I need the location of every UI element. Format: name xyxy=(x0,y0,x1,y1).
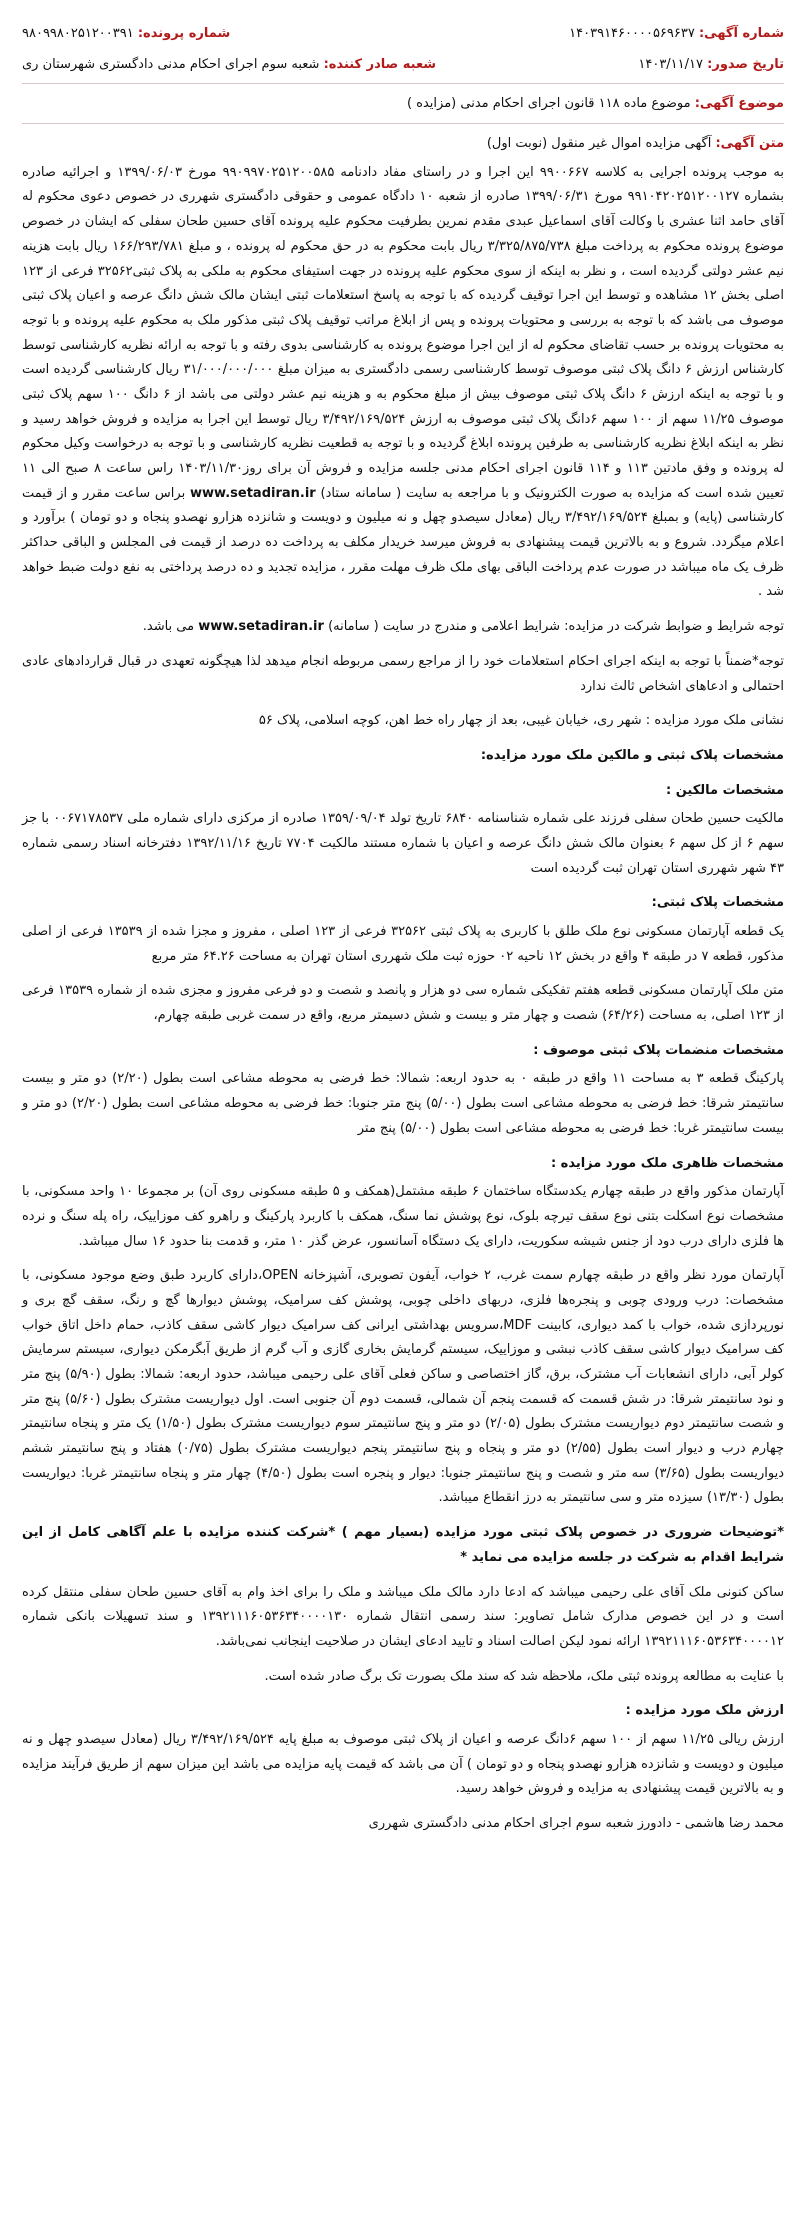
conditions-paragraph xyxy=(22,615,784,640)
case-number-label: شماره پرونده: xyxy=(137,26,231,41)
ad-number-value: ۱۴۰۳۹۱۴۶۰۰۰۰۵۶۹۶۳۷ xyxy=(569,26,695,41)
issuing-branch-label: شعبه صادر کننده: xyxy=(323,56,437,72)
conditions-tail: می باشد. xyxy=(142,619,195,635)
divider xyxy=(22,83,784,84)
header-row-2 xyxy=(22,53,784,78)
subject-label: موضوع آگهی: xyxy=(694,96,784,112)
signature: محمد رضا هاشمی - دادورز شعبه سوم اجرای احکام مدنی دادگستری شهرری xyxy=(368,1816,784,1831)
main-paragraph-tail: براس ساعت مقرر و از قیمت کارشناسی (پایه) و بمبلغ ۳/۴۹۲/۱۶۹/۵۲۴ ریال (معادل سیصدو چهل و نه میلیون و دویست و شانزده هزارو نهصدو پنجاه و دو تومان ) برآورد و اعلام میگردد. شروع و به بالاترین قیمت پیشنهادی به فروش میرسد خریدار مکلف به پرداخت ده درصد از قیمت فی المجلس و الباقی حداکثر ظرف یک ماه میباشد در صورت عدم پرداخت الباقی بهای ملک ظرف مهلت مقرر ، مزایده تجدید و ده درصد پرداختی به نفع دولت ضبط خواهد شد . xyxy=(22,485,784,600)
main-paragraph-text: به موجب پرونده اجرایی به کلاسه ۹۹۰۰۶۶۷ این اجرا و در راستای مفاد دادنامه ۹۹۰۹۹۷۰۲۵۱۲۰۰۵۸۵ مورخ ۱۳۹۹/۰۶/۰۳ و اجرائیه صادره بشماره ۹۹۱۰۴۲۰۲۵۱۲۰۰۱۲۷ مورخ ۱۳۹۹/۰۶/۳۱ صادره از شعبه ۱۰ دادگاه عمومی و حقوقی دادگستری شهرری در خصوص دعوی محکوم له آقای حامد اثنا عشری با وکالت آقای اسماعیل عبدی مقدم نمرین بطرفیت محکوم علیه پرونده آقای حسین طحان سفلی که ایشان در خصوص موضوع پرونده محکوم به پرداخت مبلغ ۳/۳۲۵/۸۷۵/۷۳۸ ریال بابت محکوم به در حق محکوم له پرونده ، و مبلغ ۱۶۶/۲۹۳/۷۸۱ ریال بابت هزینه نیم عشر دولتی گردیده است ، و نظر به اینکه از سوی محکوم علیه پرونده در جهت استیفای محکوم به ملکی به پلاک ثبتی۳۲۵۶۲ فرعی از ۱۲۳ اصلی بخش ۱۲ مشاهده و توسط این اجرا توقیف گردیده که با توجه به پاسخ استعلامات ثبتی ایشان مالک شش دانگ عرصه و اعیان پلاک ثبتی موصوف می باشد که با توجه به بررسی و محتویات پرونده و پس از ابلاغ مراتب توقیف پلاک ثبتی مذکور ملک به محکوم علیه پرونده و با توجه به محتویات پرونده بر حسب تقاضای محکوم له از این اجرا موضوع پرونده به کارشناسی بدوی رفته و با توجه به ارائه نظریه کارشناسی توسط کارشناس ارزش ۶ دانگ پلاک ثبتی موصوف توسط کارشناسی رسمی دادگستری به میزان مبلغ ۳۱/۰۰۰/۰۰۰/۰۰۰ ریال کارشناسی گردیده است و با توجه به اینکه ارزش ۶ دانگ پلاک ثبتی موصوف بیش از مبلغ محکوم به و هزینه نیم عشر دولتی می باشد از ۶ دانگ ۱۰۰ سهم پلاک ثبتی موصوف ۱۱/۲۵ سهم از ۱۰۰ سهم ۶دانگ پلاک ثبتی موصوف به ارزش ۳/۴۹۲/۱۶۹/۵۲۴ ریال توسط این اجرا به مزایده و فروش خواهد رسید و نظر به اینکه ابلاغ نظریه کارشناسی به طرفین پرونده ابلاغ گردیده و با توجه به قطعیت نظریه کارشناسی و با توجه به درخواست وکیل محکوم له پرونده و وفق مادتین ۱۱۳ و ۱۱۴ قانون اجرای احکام مدنی جلسه مزایده و فروش آن برای روز۱۴۰۳/۱۱/۳۰ راس ساعت ۸ صبح الی ۱۱ تعیین شده است که مزایده به صورت الکترونیک و با مراجعه به سایت ( سامانه ستاد) xyxy=(22,164,785,501)
occupant-text: ساکن کنونی ملک آقای علی رحیمی میباشد که ادعا دارد مالک ملک میباشد و ملک را برای اخذ وام به آقای حسین طحان سفلی منتقل کرده است و در این خصوص مدارک شامل تصاویر: سند رسمی انتقال شماره ۱۳۹۲۱۱۱۶۰۵۳۶۳۴۰۰۰۰۱۳۰ و سند تسهیلات بانکی شماره ۱۳۹۲۱۱۱۶۰۵۳۶۳۴۰۰۰۰۱۲ ارائه نمود لیکن اصالت اسناد و تایید ادعای ایشان در صلاحیت اینجانب نمی‌باشد. xyxy=(22,1584,784,1649)
text-title xyxy=(22,132,784,157)
liability-note: توجه*ضمناً با توجه به اینکه اجرای احکام استعلامات خود را از مراجع رسمی مربوطه انجام میدهد لذا هیچگونه تعهدی در قبال قراردادهای عادی احتمالی و ادعاهای اشخاص ثالث ندارد xyxy=(22,653,784,694)
auction-notice xyxy=(8,6,798,1863)
annex-heading: مشخصات منضمات پلاک ثبتی موصوف : xyxy=(533,1042,784,1058)
text-title-label: متن آگهی: xyxy=(715,136,784,152)
registry-owner-heading: مشخصات پلاک ثبتی و مالکین ملک مورد مزایده: xyxy=(480,747,784,763)
owners-heading: مشخصات مالکین : xyxy=(665,782,784,798)
occupant-text-2: با عنایت به مطالعه پرونده ثبتی ملک، ملاحظه شد که سند ملک بصورت تک برگ صادر شده است. xyxy=(264,1668,784,1684)
case-number xyxy=(22,22,230,47)
value-heading: ارزش ملک مورد مزایده : xyxy=(625,1703,784,1719)
setad-site-link[interactable]: www.setadiran.ir xyxy=(190,485,316,501)
ad-number xyxy=(569,22,784,47)
physical-heading: مشخصات ظاهری ملک مورد مزایده : xyxy=(550,1155,784,1171)
issuing-branch-value: شعبه سوم اجرای احکام مدنی دادگستری شهرستان ری xyxy=(22,56,320,72)
subject xyxy=(22,92,784,117)
value-text: ارزش ریالی ۱۱/۲۵ سهم از ۱۰۰ سهم ۶دانگ عرصه و اعیان از پلاک ثبتی موصوف به مبلغ پایه ۳/۴۹۲/۱۶۹/۵۲۴ ریال (معادل سیصدو چهل و نه میلیون و دویست و شانزده هزارو نهصدو پنجاه و دو تومان ) آن می باشد که قیمت پایه مزایده می باشد این میزان سهم از طریق فرآیند مزایده و به بالاترین قیمت پیشنهادی به مزایده و فروش خواهد رسید. xyxy=(22,1731,784,1797)
conditions-text: توجه شرایط و ضوابط شرکت در مزایده: شرایط اعلامی و مندرج در سایت ( سامانه) xyxy=(328,619,784,635)
text-title-value: آگهی مزایده اموال غیر منقول (نوبت اول) xyxy=(486,136,712,152)
setad-site-link-2[interactable]: www.setadiran.ir xyxy=(198,619,324,635)
header-row-1 xyxy=(22,22,784,47)
ad-number-label: شماره آگهی: xyxy=(698,26,784,41)
owners-text: مالکیت حسین طحان سفلی فرزند علی شماره شناسنامه ۶۸۴۰ تاریخ تولد ۱۳۵۹/۰۹/۰۴ صادره از مرکزی دارای شماره ملی ۰۰۶۷۱۷۸۵۳۷ با جز سهم ۶ از کل سهم ۶ بعنوان مالک شش دانگ عرصه و اعیان با شماره مستند مالکیت ۷۷۰۴ تاریخ ۱۳۹۲/۱۱/۱۶ دفترخانه اسناد رسمی شماره ۴۳ شهر شهرری استان تهران ثبت گردیده است xyxy=(22,811,785,876)
issue-date xyxy=(638,53,784,78)
plaque-text-2: متن ملک آپارتمان مسکونی قطعه هفتم تفکیکی شماره سی دو هزار و پانصد و شصت و دو فرعی مفروز و مجزی شده از شماره ۱۳۵۳۹ فرعی از ۱۲۳ اصلی، به مساحت (۶۴/۲۶) شصت و چهار متر و بیست و شش دسیمتر مربع، واقع در سمت غربی طبقه چهارم، xyxy=(22,983,784,1024)
physical-text-2: آپارتمان مورد نظر واقع در طبقه چهارم سمت غرب، ۲ خواب، آیفون تصویری، آشپزخانه OPEN،دارای کاربرد طبق وضع موجود مسکونی، با مشخصات: درب ورودی چوبی و پنجره‌ها فلزی، دربهای داخلی چوبی، پوشش کف سرامیک، پوشش دیوارها گچ و رنگ، سقف گچ بری و نورپردازی شده، خواب با کمد دیواری، کابینت MDF،سرویس بهداشتی ایرانی کف سرامیک دیوار کاشی سقف کاذب، حمام داخل اتاق خواب کف سرامیک دیوار کاشی سقف کاذب نبشی و موزاییک، سیستم گرمایش بخاری گازی و آب گرم از طریق آبگرمکن دیواری، سیستم سرمایش کولر آبی، دارای انشعابات آب مشترک، برق، گاز اختصاصی و ساکن فعلی آقای علی رحیمی میباشد، حدود اربعه: شمالا: بطول (۵/۹۰) پنج متر و نود سانتیمتر شرقا: در شش قسمت که قسمت پنجم آن شمالی، قسمت دوم آن جنوبی است. اول دیواریست مشترک بطول (۵/۶۰) پنج متر و شصت سانتیمتر دوم دیواریست مشترک بطول (۲/۰۵) دو متر و پنج سانتیمتر سوم دیواریست مشترک بطول (۱/۵۰) یک متر و پنجاه سانتیمتر چهارم درب و دیوار است بطول (۲/۵۵) دو متر و پنجاه و پنج سانتیمتر پنجم دیواریست مشترک بطول (۰/۷۵) هفتاد و پنج سانتیمتر ششم دیواریست بطول (۳/۶۵) سه متر و شصت و پنج سانتیمتر جنوبا: دیوار و پنجره است بطول (۴/۵۰) چهار متر و پنجاه سانتیمتر غربا: دیواریست بطول (۱۳/۳۰) سیزده متر و سی سانتیمتر به درز انقطاع میباشد. xyxy=(22,1268,785,1506)
important-note: *توضیحات ضروری در خصوص پلاک ثبتی مورد مزایده (بسیار مهم ) *شرکت کننده مزایده با علم آگاهی کامل از این شرایط اقدام به شرکت در جلسه مزایده می نماید * xyxy=(22,1525,784,1565)
divider xyxy=(22,123,784,124)
issuing-branch xyxy=(22,53,436,78)
main-paragraph xyxy=(22,161,784,605)
annex-text: پارکینگ قطعه ۳ به مساحت ۱۱ واقع در طبقه ۰ به حدود اربعه: شمالا: خط فرضی به محوطه مشاعی است بطول (۲/۲۰) دو متر و بیست سانتیمتر شرقا: خط فرضی به محوطه مشاعی است بطول (۵/۰۰) پنج متر جنوبا: خط فرضی به محوطه مشاعی است بطول (۲/۲۰) دو متر و بیست سانتیمتر غربا: خط فرضی به محوطه مشاعی است بطول (۵/۰۰) پنج متر xyxy=(22,1071,784,1136)
issue-date-label: تاریخ صدور: xyxy=(707,56,784,72)
subject-value: موضوع ماده ۱۱۸ قانون اجرای احکام مدنی (مزایده ) xyxy=(406,96,691,112)
physical-text: آپارتمان مذکور واقع در طبقه چهارم یکدستگاه ساختمان ۶ طبقه مشتمل(همکف و ۵ طبقه مسکونی روی آن) بر مجموعا ۱۰ واحد مسکونی، با مشخصات نوع اسکلت بتنی نوع سقف تیرچه بلوک، نوع پوشش نما سنگ، همکف با کاربرد پارکینگ و راهرو کف موزاییک، راه پله سنگ و نرده ها فلزی دارای درب دود از جنس شیشه سکوریت، دارای یک دستگاه آسانسور، عرض گذر ۱۰ متر، و قدمت بنا حدود ۱۶ سال میباشد. xyxy=(22,1184,784,1249)
issue-date-value: ۱۴۰۳/۱۱/۱۷ xyxy=(638,56,703,72)
case-number-value: ۹۸۰۹۹۸۰۲۵۱۲۰۰۳۹۱ xyxy=(22,26,134,41)
property-address: نشانی ملک مورد مزایده : شهر ری، خیابان غیبی، بعد از چهار راه خط اهن، کوچه اسلامی، پلاک ۵۶ xyxy=(258,713,784,729)
plaque-text: یک قطعه آپارتمان مسکونی نوع ملک طلق با کاربری به پلاک ثبتی ۳۲۵۶۲ فرعی از ۱۲۳ اصلی ، مفروز و مجزا شده از ۱۳۵۳۹ فرعی از اصلی مذکور، قطعه ۷ در طبقه ۴ واقع در بخش ۱۲ ناحیه ۰۲ حوزه ثبت ملک شهرری استان تهران به مساحت ۶۴.۲۶ متر مربع xyxy=(22,924,784,964)
plaque-heading: مشخصات پلاک ثبتی: xyxy=(651,895,784,911)
